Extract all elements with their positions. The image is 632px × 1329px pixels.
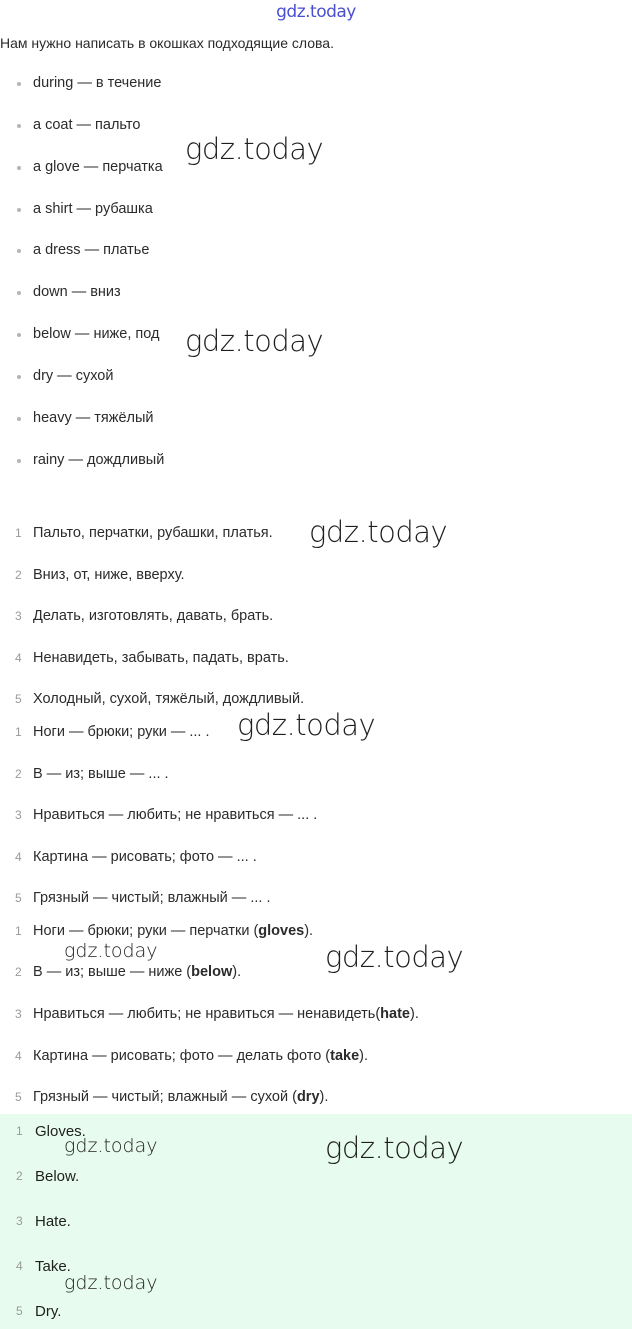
item-number: 1: [15, 526, 22, 540]
filled-end: ).: [304, 923, 314, 939]
filled-text: Ноги — брюки; руки — перчатки (: [33, 923, 259, 939]
bullet-dot: [17, 333, 21, 337]
group-text: Холодный, сухой, тяжёлый, дождливый.: [33, 691, 305, 707]
filled-item: [15, 1048, 369, 1064]
analogy-item: [15, 807, 318, 823]
answer-text: Hate.: [35, 1213, 71, 1230]
vocab-text: below — ниже, под: [33, 326, 160, 342]
filled-text: В — из; выше — ниже (: [33, 964, 192, 980]
vocab-text: heavy — тяжёлый: [33, 410, 154, 426]
answer-word: gloves: [258, 923, 305, 939]
answer-item: [16, 1168, 80, 1185]
filled-end: ).: [319, 1089, 329, 1105]
vocab-text: a shirt — рубашка: [33, 201, 153, 217]
filled-item: [15, 1006, 419, 1022]
group-item: [15, 525, 273, 541]
filled-end: ).: [410, 1006, 419, 1022]
analogy-item: [15, 890, 271, 906]
answer-word: below: [191, 964, 233, 980]
item-number: 3: [16, 1214, 23, 1228]
analogy-text: Картина — рисовать; фото — ... .: [33, 849, 257, 865]
filled-text: Нравиться — любить; не нравиться — ненавидеть(: [33, 1006, 381, 1022]
answer-text: Below.: [35, 1168, 80, 1185]
vocab-text: rainy — дождливый: [33, 452, 165, 468]
filled-item: [15, 964, 242, 980]
answer-word: dry: [296, 1089, 320, 1105]
item-number: 5: [15, 891, 22, 905]
item-number: 4: [15, 1049, 22, 1063]
item-number: 1: [16, 1124, 23, 1138]
group-text: Ненавидеть, забывать, падать, врать.: [33, 650, 289, 666]
item-number: 2: [16, 1169, 23, 1183]
vocab-item: [33, 159, 163, 175]
vocab-item: [33, 284, 121, 300]
answer-text: Take.: [35, 1258, 71, 1275]
analogy-item: [15, 849, 257, 865]
item-number: 3: [15, 1007, 22, 1021]
filled-text: Грязный — чистый; влажный — сухой (: [33, 1089, 297, 1105]
group-item: [15, 691, 305, 707]
group-item: [15, 650, 289, 666]
group-text: Пальто, перчатки, рубашки, платья.: [33, 525, 273, 541]
bullet-dot: [17, 291, 21, 295]
vocab-text: a dress — платье: [33, 242, 150, 258]
watermark: gdz.today: [64, 1272, 158, 1294]
group-item: [15, 567, 185, 583]
answer-word: hate: [380, 1006, 410, 1022]
watermark: gdz.today: [309, 515, 448, 549]
item-number: 2: [15, 767, 22, 781]
watermark: gdz.today: [64, 1135, 158, 1157]
watermark: gdz.today: [64, 940, 158, 962]
item-number: 1: [15, 725, 22, 739]
bullet-dot: [17, 208, 21, 212]
analogy-text: Ноги — брюки; руки — ... .: [33, 724, 210, 740]
intro-text: Нам нужно написать в окошках подходящие слова.: [0, 35, 334, 51]
watermark: gdz.today: [185, 324, 324, 358]
item-number: 5: [15, 692, 22, 706]
filled-end: ).: [232, 964, 242, 980]
answer-text: Dry.: [35, 1303, 62, 1320]
vocab-item: [33, 201, 153, 217]
bullet-dot: [17, 459, 21, 463]
watermark: gdz.today: [237, 708, 376, 742]
analogy-text: Грязный — чистый; влажный — ... .: [33, 890, 271, 906]
item-number: 3: [15, 609, 22, 623]
filled-item: [15, 1089, 329, 1105]
bullet-dot: [17, 375, 21, 379]
vocab-text: a coat — пальто: [33, 117, 141, 133]
bullet-dot: [17, 82, 21, 86]
analogy-item: [15, 766, 169, 782]
vocab-text: down — вниз: [33, 284, 121, 300]
watermark: gdz.today: [325, 940, 464, 974]
filled-end: ).: [359, 1048, 369, 1064]
item-number: 3: [15, 808, 22, 822]
site-logo[interactable]: gdz.today: [276, 2, 356, 22]
vocab-item: [33, 75, 161, 91]
item-number: 4: [15, 850, 22, 864]
vocab-item: [33, 242, 149, 258]
group-text: Вниз, от, ниже, вверху.: [33, 567, 185, 583]
item-number: 4: [16, 1259, 23, 1273]
item-number: 1: [15, 924, 22, 938]
bullet-dot: [17, 124, 21, 128]
analogy-text: Нравиться — любить; не нравиться — ... .: [33, 807, 318, 823]
answer-text: Gloves.: [35, 1123, 86, 1140]
item-number: 5: [15, 1090, 22, 1104]
answer-word: take: [330, 1048, 360, 1064]
filled-text: Картина — рисовать; фото — делать фото (: [33, 1048, 331, 1064]
vocab-item: [33, 368, 113, 384]
item-number: 4: [15, 651, 22, 665]
analogy-item: [15, 724, 210, 740]
answer-item: [16, 1303, 62, 1320]
group-text: Делать, изготовлять, давать, брать.: [33, 608, 274, 624]
group-item: [15, 608, 274, 624]
bullet-dot: [17, 249, 21, 253]
watermark: gdz.today: [185, 132, 324, 166]
bullet-dot: [17, 166, 21, 170]
vocab-text: during — в течение: [33, 75, 162, 91]
bullet-dot: [17, 417, 21, 421]
vocab-item: [33, 452, 164, 468]
vocab-text: a glove — перчатка: [33, 159, 163, 175]
filled-item: [15, 923, 314, 939]
analogy-text: В — из; выше — ... .: [33, 766, 169, 782]
vocab-item: [33, 410, 154, 426]
vocab-text: dry — сухой: [33, 368, 114, 384]
item-number: 5: [16, 1304, 23, 1318]
vocab-item: [33, 326, 159, 342]
watermark: gdz.today: [325, 1131, 464, 1165]
item-number: 2: [15, 965, 22, 979]
answer-item: [16, 1213, 71, 1230]
item-number: 2: [15, 568, 22, 582]
vocab-item: [33, 117, 140, 133]
